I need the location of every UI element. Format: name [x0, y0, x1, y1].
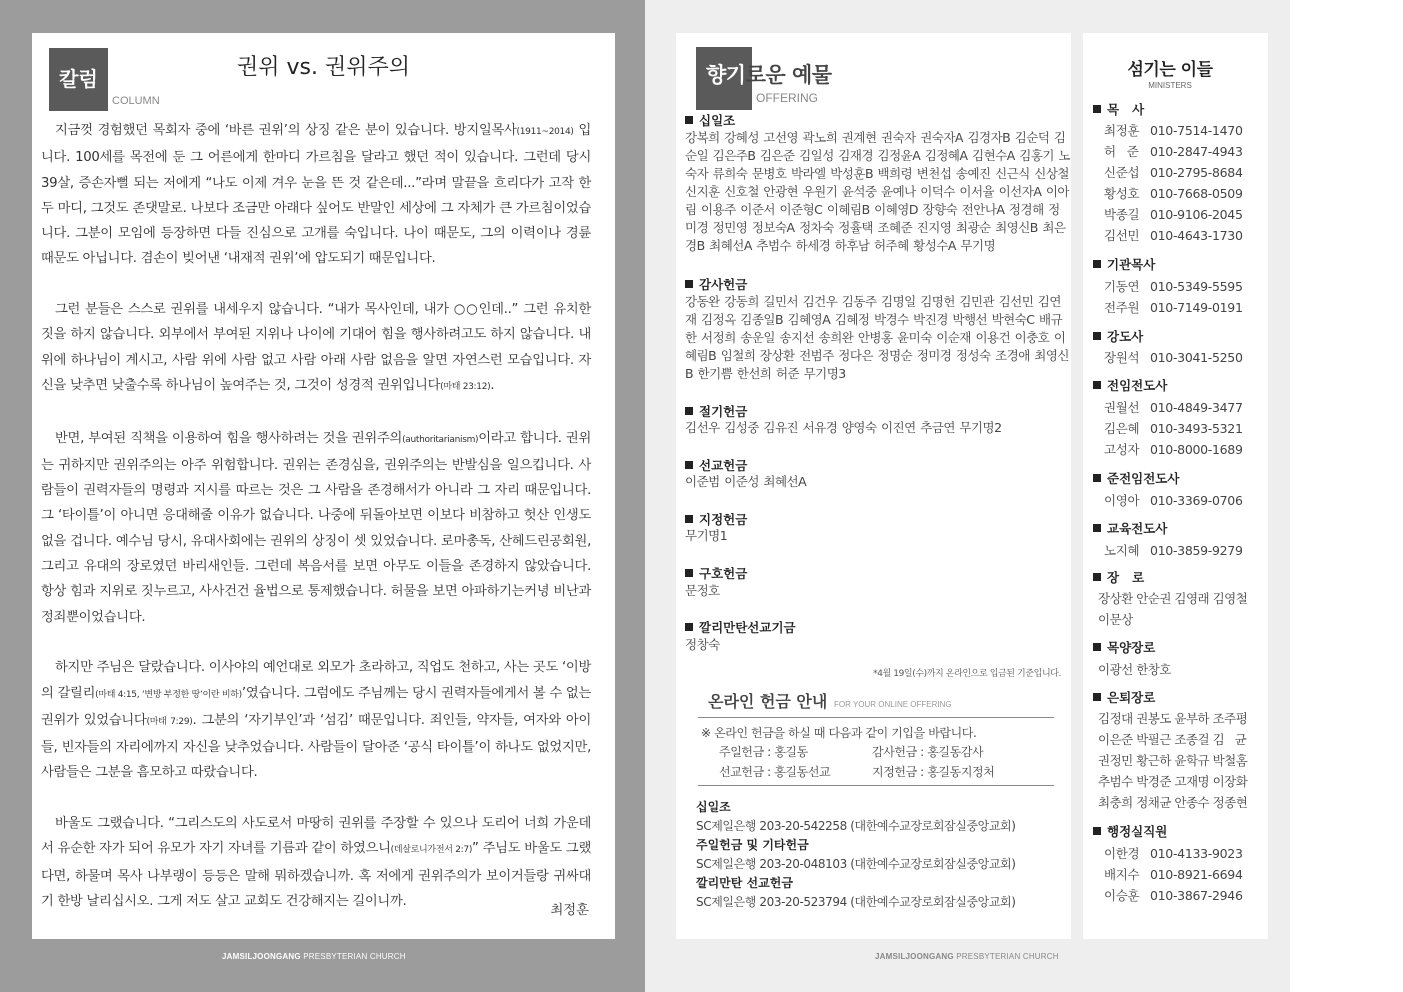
ministers-category: 행정실직원	[1093, 822, 1167, 840]
offering-category: 깔리만탄선교기금	[685, 618, 796, 636]
offering-title-english: OFFERING	[756, 91, 818, 105]
ministers-category: 강도사	[1093, 327, 1143, 345]
minister-phone: 010-3867-2946	[1150, 888, 1243, 903]
minister-phone: 010-9106-2045	[1150, 207, 1243, 222]
online-example: 지정헌금 : 홍길동지정처	[872, 765, 995, 779]
minister-phone: 010-3493-5321	[1150, 421, 1243, 436]
minister-phone: 010-3041-5250	[1150, 350, 1243, 365]
account-number: SC제일은행 203-20-523794 (대한예수교장로회잠실중앙교회)	[696, 895, 1016, 909]
minister-row	[1104, 121, 1243, 139]
column-paragraph: 반면, 부여된 직책을 이용하여 힘을 행사하려는 것을 권위주의(authoritarianism)이라고 합니다. 권위는 귀하지만 권위주의는 아주 위험합니다. 권위는 존경심을, 권위주의는 반발심을 일으킵니다. 사람들이 권력자들의 명령과 지시를 따르는 것은 그 사람을 존경해서가 아니라 그 자리 때문입니다. 그 ‘타이틀’이 아니면 응대해줄 이유가 없습니다. 나중에 뒤돌아보면 이보다 비참하고 헛산 인생도 없을 겁니다. 예수님 당시, 유대사회에는 권위의 상징이 셋 있었습니다. 로마총독, 산헤드린공회원, 그리고 유대의 장로였던 바리새인들. 그런데 복음서를 보면 아무도 이들을 존경하지 않았습니다. 항상 힘과 지위로 짓누르고, 사사건건 율법으로 통제했습니다. 허물을 보면 아파하기는커녕 비난과 정죄뿐이었습니다.	[41, 430, 591, 625]
minister-phone: 010-3369-0706	[1150, 493, 1243, 508]
minister-phone: 010-3859-9279	[1150, 543, 1243, 558]
minister-name: 권월선	[1104, 400, 1140, 415]
minister-row	[1104, 226, 1243, 244]
divider	[698, 717, 1054, 718]
minister-row	[1104, 277, 1243, 295]
online-offering-title-english: FOR YOUR ONLINE OFFERING	[834, 700, 952, 709]
square-bullet-icon	[685, 623, 693, 631]
offering-category: 지정헌금	[685, 510, 747, 528]
square-bullet-icon	[1093, 332, 1101, 340]
offering-category: 선교헌금	[685, 456, 747, 474]
minister-row	[1104, 886, 1243, 904]
account-label: 깔리만탄 선교헌금	[696, 876, 793, 890]
offering-note: *4월 19일(수)까지 온라인으로 입금된 기준입니다.	[873, 669, 1061, 679]
ministers-category: 전임전도사	[1093, 376, 1167, 394]
minister-phone: 010-4643-1730	[1150, 228, 1243, 243]
footer-church-name: JAMSILJOONGANG PRESBYTERIAN CHURCH	[222, 952, 406, 961]
column-panel	[32, 33, 615, 939]
ministers-category: 준전임전도사	[1093, 469, 1179, 487]
online-offering-title: 온라인 헌금 안내	[708, 692, 828, 711]
ministers-names: 이광선 한창호	[1098, 662, 1171, 677]
offering-title	[706, 59, 832, 89]
offering-names: 김선우 김성중 김유진 서유경 양영숙 이진연 추금연 무기명2	[685, 420, 1002, 435]
square-bullet-icon	[1093, 381, 1101, 389]
ministers-category: 목양장로	[1093, 638, 1155, 656]
square-bullet-icon	[1093, 474, 1101, 482]
minister-name: 이영아	[1104, 493, 1140, 508]
square-bullet-icon	[685, 515, 693, 523]
minister-row	[1104, 205, 1243, 223]
minister-phone: 010-8000-1689	[1150, 442, 1243, 457]
minister-row	[1104, 298, 1243, 316]
offering-category: 구호헌금	[685, 564, 747, 582]
online-example: 감사헌금 : 홍길동감사	[872, 745, 984, 759]
offering-names: 정창숙	[685, 637, 720, 652]
square-bullet-icon	[1093, 573, 1101, 581]
minister-row	[1104, 348, 1243, 366]
divider	[698, 785, 1054, 786]
minister-name: 배지수	[1104, 867, 1140, 882]
offering-panel	[676, 33, 1071, 939]
minister-row	[1104, 440, 1243, 458]
square-bullet-icon	[685, 461, 693, 469]
minister-name: 박종길	[1104, 207, 1140, 222]
minister-phone: 010-4133-9023	[1150, 846, 1243, 861]
ministers-category: 기관목사	[1093, 255, 1155, 273]
offering-category: 십일조	[685, 111, 735, 129]
minister-phone: 010-4849-3477	[1150, 400, 1243, 415]
column-paragraph: 지금껏 경험했던 목회자 중에 ‘바른 권위’의 상징 같은 분이 있습니다. 방지일목사(1911~2014) 입니다. 100세를 목전에 둔 그 어른에게 한마디 가르침을 달라고 했던 적이 있습니다. 그런데 당시 39살, 증손자뻘 되는 저에게 “나도 이제 겨우 눈을 뜬 것 같은데...”라며 말끝을 흐리다가 고작 한두 마디, 그것도 존댓말로. 나보다 조금만 아래다 싶어도 반말인 세상에 그 자체가 큰 가르침이었습니다. 그분이 모임에 등장하면 다들 진심으로 고개를 숙입니다. 나이 때문도, 그의 이력이나 경륜 때문도 아닙니다. 겸손이 빚어낸 ‘내재적 권위’에 압도되기 때문입니다.	[41, 123, 591, 267]
square-bullet-icon	[1093, 105, 1101, 113]
minister-row	[1104, 865, 1243, 883]
ministers-category: 목 사	[1093, 100, 1144, 118]
square-bullet-icon	[685, 407, 693, 415]
footer-church-name: JAMSILJOONGANG PRESBYTERIAN CHURCH	[875, 952, 1059, 961]
minister-row	[1104, 142, 1243, 160]
minister-phone: 010-2795-8684	[1150, 165, 1243, 180]
offering-names: 이준범 이준성 최혜선A	[685, 474, 807, 489]
minister-name: 장원석	[1104, 350, 1140, 365]
minister-name: 김선민	[1104, 228, 1140, 243]
ministers-category: 은퇴장로	[1093, 688, 1155, 706]
ministers-panel	[1083, 33, 1268, 939]
minister-name: 노지혜	[1104, 543, 1140, 558]
square-bullet-icon	[685, 116, 693, 124]
minister-name: 허 준	[1104, 144, 1139, 159]
minister-name: 고성자	[1104, 442, 1140, 457]
minister-phone: 010-5349-5595	[1150, 279, 1243, 294]
offering-category: 절기헌금	[685, 402, 747, 420]
square-bullet-icon	[1093, 693, 1101, 701]
minister-row	[1104, 163, 1243, 181]
offering-names: 무기명1	[685, 528, 728, 543]
minister-row	[1104, 419, 1243, 437]
account-number: SC제일은행 203-20-542258 (대한예수교장로회잠실중앙교회)	[696, 819, 1016, 833]
online-example: 선교헌금 : 홍길동선교	[719, 765, 831, 779]
column-paragraph: 하지만 주님은 달랐습니다. 이사야의 예언대로 외모가 초라하고, 직업도 천하고, 사는 곳도 ‘이방의 갈릴리(마태 4:15, ‘변방 부정한 땅’이란 비하)’였습니다. 그럼에도 주님께는 당시 권력자들에게서 볼 수 없는 권위가 있었습니다(마태 7:29). 그분의 ‘자기부인’과 ‘섬김’ 때문입니다. 죄인들, 약자들, 여자와 아이들, 빈자들의 자리에까지 자신을 낮추었습니다. 사람들이 달아준 ‘공식 타이틀’이 하나도 없었지만, 사람들은 그분을 흠모하고 따랐습니다.	[41, 660, 592, 781]
minister-name: 황성호	[1104, 186, 1140, 201]
square-bullet-icon	[685, 569, 693, 577]
column-body	[41, 118, 591, 914]
minister-name: 전주원	[1104, 300, 1140, 315]
ministers-names: 장상환 안순권 김영래 김영철 이문상	[1098, 591, 1251, 627]
minister-name: 이승훈	[1104, 888, 1140, 903]
minister-phone: 010-8921-6694	[1150, 867, 1243, 882]
ministers-category: 교육전도사	[1093, 519, 1167, 537]
column-title: 권위 vs. 권위주의	[237, 55, 410, 80]
offering-names: 문정호	[685, 583, 720, 598]
ministers-names: 김정대 권봉도 윤부하 조주평 이은준 박필근 조종걸 김 균 권정민 황근하 윤학규 박철홈 추범수 박경준 고재명 이장화 최충희 정채균 안종수 정종현	[1098, 711, 1251, 810]
account-label: 십일조	[696, 800, 731, 814]
account-number: SC제일은행 203-20-048103 (대한예수교장로회잠실중앙교회)	[696, 857, 1016, 871]
minister-name: 기동연	[1104, 279, 1140, 294]
square-bullet-icon	[1093, 643, 1101, 651]
square-bullet-icon	[1093, 524, 1101, 532]
offering-title-part1: 향기	[706, 63, 746, 87]
minister-name: 신준섭	[1104, 165, 1140, 180]
online-instruction: ※ 온라인 헌금을 하실 때 다음과 같이 기입을 바랍니다.	[701, 726, 977, 740]
minister-row	[1104, 844, 1243, 862]
offering-names: 강동완 강동희 길민서 김건우 김동주 김명일 김명헌 김민관 김선민 김연재 김정옥 김종일B 김혜영A 김혜정 박경수 박진경 박행선 박현숙C 배규한 서정희 송운일 송지선 송희완 안병홍 윤미숙 이순재 이용건 이충호 이혜림B 임철희 장상환 전범주 정다은 정명순 정미경 정성숙 조경애 최영신B 한기쁨 한선희 허준 무기명3	[685, 294, 1070, 381]
offering-title-part2: 로운 예물	[745, 63, 832, 87]
minister-phone: 010-7149-0191	[1150, 300, 1243, 315]
square-bullet-icon	[685, 280, 693, 288]
online-example: 주일헌금 : 홍길동	[719, 745, 808, 759]
offering-names: 강복희 강혜성 고선영 곽노희 권계현 권숙자 권숙자A 김경자B 김순덕 김순일 김은주B 김은준 김일성 김재경 김정윤A 김정혜A 김현수A 김홍기 노숙자 류희숙 문병호 박라엘 박성훈B 백희령 변천섭 송예진 신근식 신상철 신지훈 신호철 안광현 우원기 윤석중 윤예나 이덕수 이서율 이선자A 이아림 이용주 이준서 이준형C 이혜림B 이혜영D 장향숙 전안나A 정경해 정미경 정민영 정보숙A 정차숙 정휼택 조혜준 진지영 최광순 최영신B 최은경B 최혜선A 추범수 하세경 하후남 허주혜 황성수A 무기명	[685, 130, 1071, 253]
square-bullet-icon	[1093, 260, 1101, 268]
minister-phone: 010-2847-4943	[1150, 144, 1243, 159]
square-bullet-icon	[1093, 827, 1101, 835]
minister-phone: 010-7514-1470	[1150, 123, 1243, 138]
ministers-subtitle: MINISTERS	[1148, 81, 1192, 90]
minister-row	[1104, 398, 1243, 416]
minister-name: 김은혜	[1104, 421, 1140, 436]
minister-phone: 010-7668-0509	[1150, 186, 1243, 201]
column-paragraph: 그런 분들은 스스로 권위를 내세우지 않습니다. “내가 목사인데, 내가 ○○인데..” 그런 유치한 짓을 하지 않습니다. 외부에서 부여된 지위나 나이에 기대어 힘을 행사하려고도 하지 않습니다. 내 위에 하나님이 계시고, 사람 위에 사람 없고 사람 아래 사람 없음을 알면 자연스런 모습입니다. 자신을 낮추면 낮출수록 하나님이 높여주는 것, 그것이 성경적 권위입니다(마태 23:12).	[41, 302, 591, 393]
column-tag-english: COLUMN	[112, 95, 160, 107]
minister-row	[1104, 541, 1243, 559]
account-label: 주일헌금 및 기타헌금	[696, 838, 809, 852]
ministers-title: 섬기는 이들	[1127, 60, 1213, 80]
minister-name: 이한경	[1104, 846, 1140, 861]
column-tag: 칼럼	[49, 48, 108, 111]
minister-row	[1104, 184, 1243, 202]
offering-category: 감사헌금	[685, 275, 747, 293]
ministers-category: 장 로	[1093, 568, 1144, 586]
minister-name: 최정훈	[1104, 123, 1140, 138]
minister-row	[1104, 491, 1243, 509]
column-paragraph: 바울도 그랬습니다. “그리스도의 사도로서 마땅히 권위를 주장할 수 있으나 도리어 너희 가운데서 유순한 자가 되어 유모가 자기 자녀를 기름과 같이 하였으니(데살로니가전서 2:7)” 주님도 바울도 그랬다면, 하물며 목사 나부랭이 등등은 말해 뭐하겠습니까. 혹 저에게 권위주의가 보이거들랑 귀싸대기 한방 날리십시오. 그게 저도 살고 교회도 건강해지는 길이니까.	[41, 816, 591, 909]
column-author: 최정훈	[550, 903, 589, 918]
